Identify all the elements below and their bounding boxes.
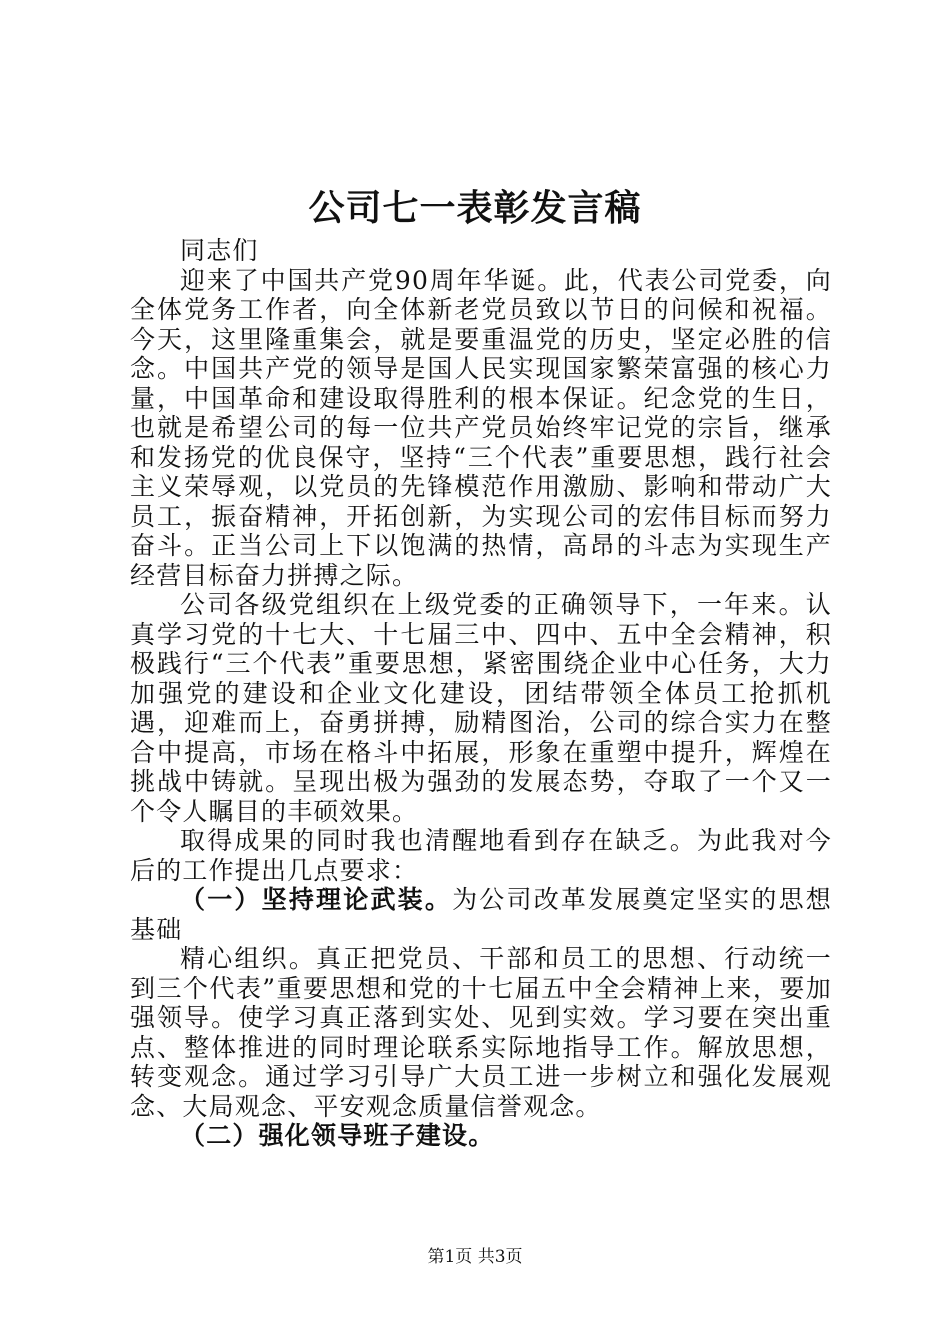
greeting: 同志们 — [180, 236, 259, 265]
section-heading-1 — [130, 885, 832, 944]
paragraph: 公司各级党组织在上级党委的正确领导下，一年来。认真学习党的十七大、十七届三中、四中、五中全会精神，积极践行“三个代表”重要思想，紧密围绕企业中心任务，大力加强党的建设和企业文化建设，团结带领全体员工抢抓机遇，迎难而上，奋勇拼搏，励精图治，公司的综合实力在整合中提高，市场在格斗中拓展，形象在重塑中提升，辉煌在挑战中铸就。呈现出极为强劲的发展态势，夺取了一个又一个令人瞩目的丰硕效果。 — [130, 590, 832, 826]
paragraph: 取得成果的同时我也清醒地看到存在缺乏。为此我对今后的工作提出几点要求： — [130, 826, 832, 885]
section-heading-2 — [130, 1121, 832, 1151]
document-body — [130, 236, 832, 1151]
paragraph: 迎来了中国共产党90周年华诞。此，代表公司党委，向全体党务工作者，向全体新老党员致以节日的问候和祝福。今天，这里隆重集会，就是要重温党的历史，坚定必胜的信念。中国共产党的领导是国人民实现国家繁荣富强的核心力量，中国革命和建设取得胜利的根本保证。纪念党的生日，也就是希望公司的每一位共产党员始终牢记党的宗旨，继承和发扬党的优良保守，坚持“三个代表”重要思想，践行社会主义荣辱观，以党员的先锋模范作用激励、影响和带动广大员工，振奋精神，开拓创新，为实现公司的宏伟目标而努力奋斗。正当公司上下以饱满的热情，高昂的斗志为实现生产经营目标奋力拼搏之际。 — [130, 265, 832, 590]
document-title: 公司七一表彰发言稿 — [308, 188, 642, 229]
section-heading-1-rest: 为公司改革发展奠定坚实的思想基础 — [130, 885, 832, 944]
section-heading-2-title: （二）强化领导班子建设。 — [180, 1121, 495, 1150]
section-heading-1-title: （一）坚持理论武装。 — [180, 885, 453, 914]
paragraph: 精心组织。真正把党员、干部和员工的思想、行动统一到三个代表”重要思想和党的十七届五中全会精神上来，要加强领导。使学习真正落到实处、见到实效。学习要在突出重点、整体推进的同时理论联系实际地指导工作。解放思想，转变观念。通过学习引导广大员工进一步树立和强化发展观念、大局观念、平安观念质量信誉观念。 — [130, 944, 832, 1121]
page-footer: 第1页 共3页 — [427, 1247, 523, 1267]
